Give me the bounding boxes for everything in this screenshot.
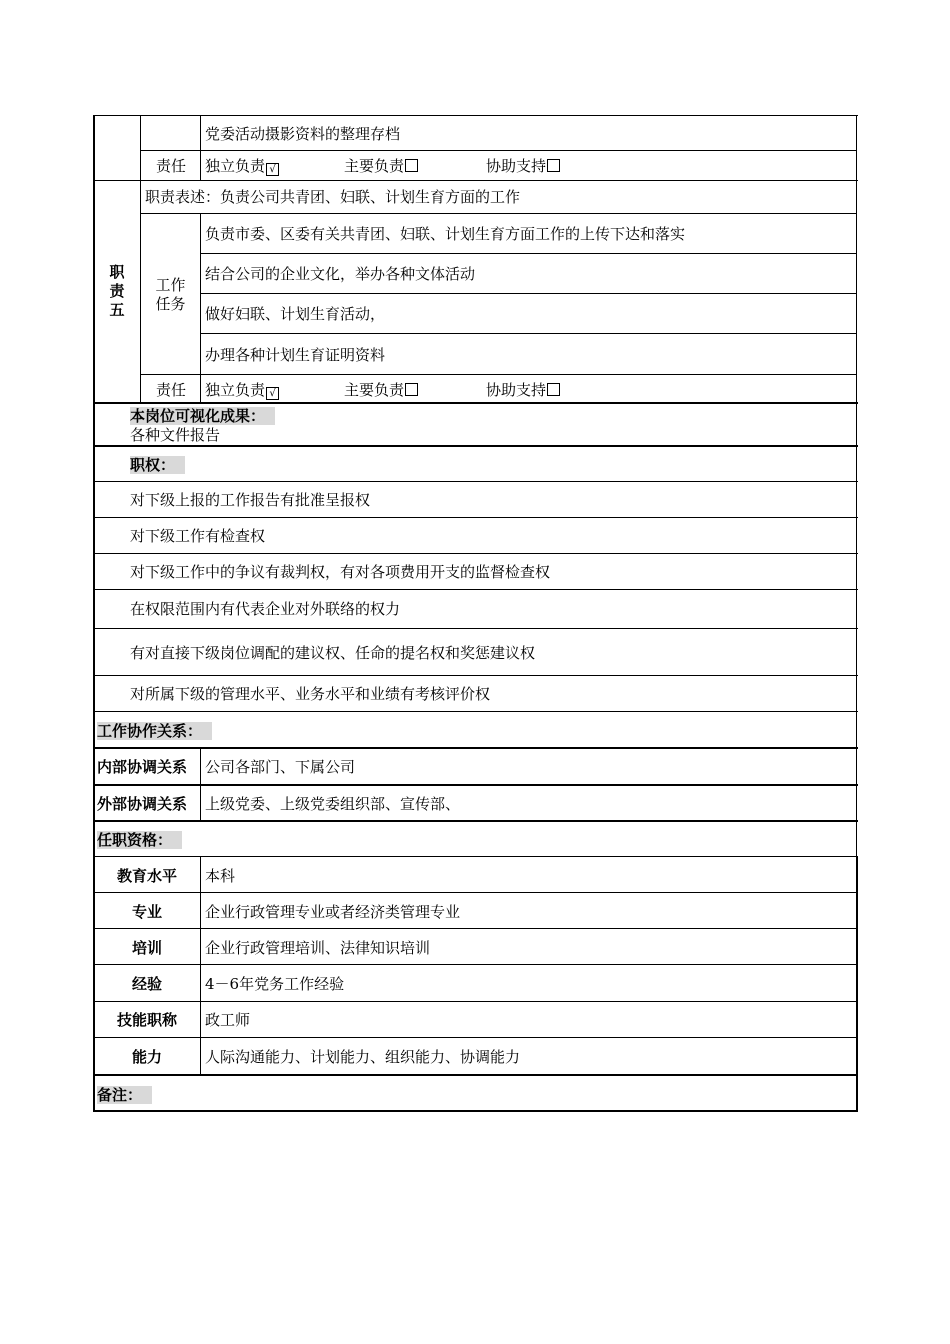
qualifications-title [97, 831, 182, 849]
relations-title-text: 工作协作关系： [97, 722, 212, 740]
qual-title-label: 技能职称 [116, 1011, 177, 1029]
internal-relations-value: 公司各部门、下属公司 [205, 758, 356, 776]
qual-experience-label: 经验 [131, 975, 162, 993]
duty5-task-4: 办理各种计划生育证明资料 [205, 346, 386, 364]
duty4-resp-label: 责任 [156, 157, 187, 175]
remarks-title-text: 备注： [97, 1086, 152, 1104]
duty5-label-char-1: 职 [109, 263, 125, 281]
authority-item-6: 对所属下级的管理水平、业务水平和业绩有考核评价权 [130, 685, 491, 703]
qual-major-label: 专业 [131, 903, 162, 921]
authority-title [130, 456, 185, 474]
duty4-task-text: 党委活动摄影资料的整理存档 [205, 125, 401, 143]
duty4-opt-independent[interactable] [205, 157, 279, 176]
duty5-main-checkbox[interactable] [405, 383, 418, 396]
duty5-opt-main[interactable] [344, 381, 418, 399]
duty5-task-label [141, 276, 200, 314]
duty4-opt-assist-label: 协助支持 [486, 157, 547, 175]
duty5-task-3: 做好妇联、计划生育活动， [205, 305, 386, 323]
qual-training-label: 培训 [131, 939, 162, 957]
authority-item-5: 有对直接下级岗位调配的建议权、任命的提名权和奖惩建议权 [130, 644, 536, 662]
results-content: 各种文件报告 [130, 426, 221, 444]
duty5-task-2: 结合公司的企业文化，举办各种文体活动 [205, 265, 476, 283]
duty5-independent-checkbox[interactable]: √ [266, 387, 279, 400]
external-relations-label: 外部协调关系 [97, 795, 188, 813]
results-title [130, 407, 275, 425]
remarks-title [97, 1086, 152, 1104]
authority-item-1: 对下级上报的工作报告有批准呈报权 [130, 491, 371, 509]
duty4-opt-independent-label: 独立负责 [205, 157, 266, 175]
duty5-label [94, 263, 140, 320]
duty4-independent-checkbox[interactable]: √ [266, 163, 279, 176]
qual-major-value: 企业行政管理专业或者经济类管理专业 [205, 903, 461, 921]
qual-ability-value: 人际沟通能力、计划能力、组织能力、协调能力 [205, 1048, 521, 1066]
qual-title-value: 政工师 [205, 1011, 251, 1029]
duty5-opt-independent[interactable] [205, 381, 279, 400]
authority-item-3: 对下级工作中的争议有裁判权，有对各项费用开支的监督检查权 [130, 563, 551, 581]
results-title-text: 本岗位可视化成果： [130, 407, 275, 425]
qual-ability-label: 能力 [131, 1048, 162, 1066]
relations-title [97, 722, 212, 740]
qual-training-value: 企业行政管理培训、法律知识培训 [205, 939, 431, 957]
qual-education-value: 本科 [205, 867, 236, 885]
duty5-task-label-line2: 任务 [155, 295, 186, 313]
duty5-opt-main-label: 主要负责 [344, 381, 405, 399]
duty5-resp-label: 责任 [156, 381, 187, 399]
duty5-task-1: 负责市委、区委有关共青团、妇联、计划生育方面工作的上传下达和落实 [205, 225, 686, 243]
duty4-opt-main-label: 主要负责 [344, 157, 405, 175]
authority-title-text: 职权： [130, 456, 185, 474]
duty5-label-char-2: 责 [109, 282, 125, 300]
duty5-opt-assist-label: 协助支持 [486, 381, 547, 399]
duty5-label-char-3: 五 [109, 301, 125, 319]
qualifications-title-text: 任职资格： [97, 831, 182, 849]
duty5-opt-independent-label: 独立负责 [205, 381, 266, 399]
duty4-assist-checkbox[interactable] [547, 159, 560, 172]
authority-item-2: 对下级工作有检查权 [130, 527, 266, 545]
duty5-description: 职责表述：负责公司共青团、妇联、计划生育方面的工作 [145, 188, 521, 206]
authority-item-4: 在权限范围内有代表企业对外联络的权力 [130, 600, 401, 618]
duty5-task-label-line1: 工作 [155, 276, 186, 294]
duty5-opt-assist[interactable] [486, 381, 560, 399]
qual-experience-value: 4－6年党务工作经验 [205, 975, 345, 993]
internal-relations-label: 内部协调关系 [97, 758, 188, 776]
duty4-main-checkbox[interactable] [405, 159, 418, 172]
external-relations-value: 上级党委、上级党委组织部、宣传部、 [205, 795, 461, 813]
duty4-opt-main[interactable] [344, 157, 418, 175]
duty5-assist-checkbox[interactable] [547, 383, 560, 396]
duty4-opt-assist[interactable] [486, 157, 560, 175]
qual-education-label: 教育水平 [116, 867, 177, 885]
